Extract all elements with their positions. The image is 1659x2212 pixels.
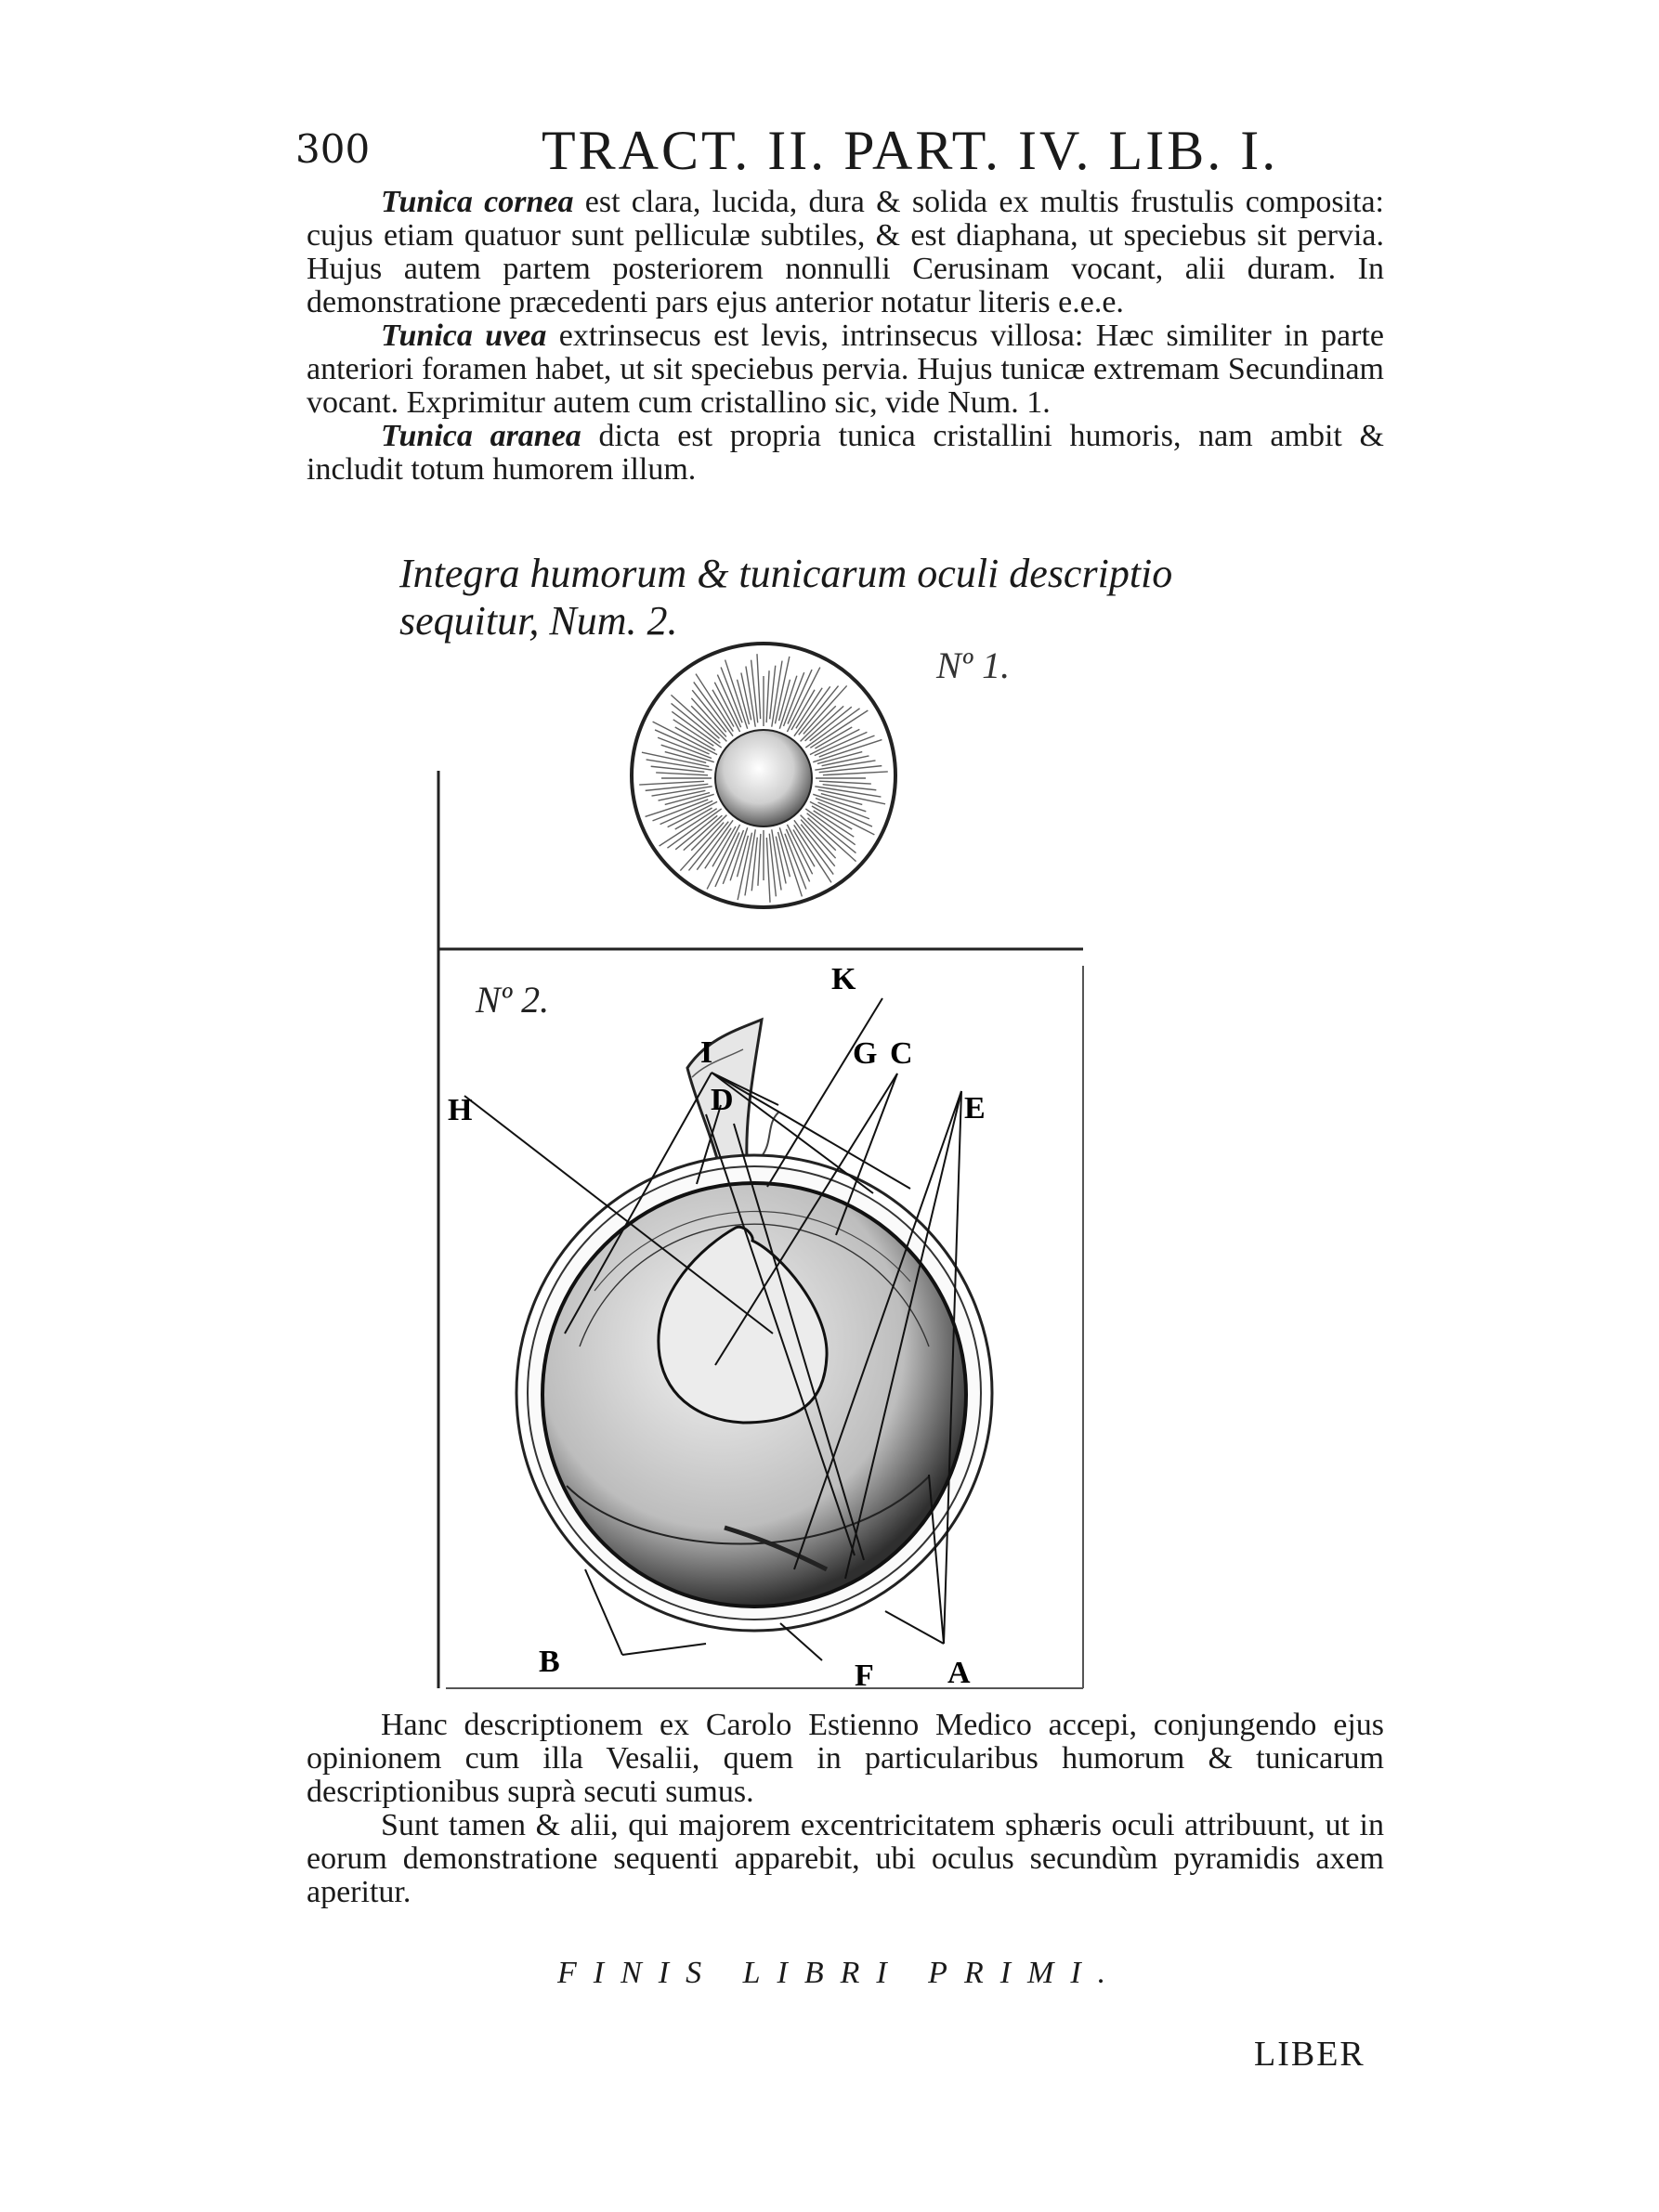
paragraph-tunica-cornea bbox=[307, 186, 1384, 319]
page-number: 300 bbox=[295, 126, 371, 172]
finis-line: FINIS LIBRI PRIMI. bbox=[557, 1956, 1123, 1990]
paragraph-tunica-uvea bbox=[307, 319, 1384, 420]
label-a: A bbox=[947, 1656, 971, 1690]
paragraph-text: extrinsecus est levis, intrinsecus villosa: Hæc similiter in parte anteriori foramen habet, ut sit speciebus pervia. Hujus tunicæ extremam Secundinam vocant. Exprimitur autem cum cristallino sic, vide Num. 1. bbox=[307, 319, 1385, 420]
paragraph-estienne: Hanc descriptionem ex Carolo Estienno Medico accepi, conjungendo ejus opinionem cum illa Vesalii, quem in particularibus humorum & tunicarum descriptionibus suprà secuti sumus. bbox=[307, 1708, 1384, 1809]
label-i: I bbox=[700, 1035, 713, 1070]
figure-no1-label: Nº 1. bbox=[936, 644, 1011, 686]
label-f: F bbox=[855, 1659, 874, 1693]
eye-engraving-figure bbox=[427, 641, 1105, 1704]
bottom-text-block bbox=[307, 1709, 1384, 1909]
paragraph-text: est clara, lucida, dura & solida ex multis frustulis composita: cujus etiam quatuor sunt pelliculæ subtiles, & est diaphana, ut speciebus sit pervia. Hujus autem partem posteriorem nonnulli Cerusinam vocant, alii duram. In demonstratione præcedenti pars ejus anterior notatur literis e.e.e. bbox=[307, 185, 1384, 319]
label-k: K bbox=[831, 962, 856, 996]
paragraph-lead: Tunica aranea bbox=[381, 419, 581, 453]
label-g: G bbox=[853, 1036, 878, 1071]
paragraph-text: dicta est propria tunica cristallini humoris, nam ambit & includit totum humorem illum. bbox=[307, 419, 1384, 487]
paragraph-lead: Tunica uvea bbox=[381, 319, 547, 353]
label-e: E bbox=[964, 1091, 986, 1126]
label-h: H bbox=[448, 1093, 473, 1127]
running-title: TRACT. II. PART. IV. LIB. I. bbox=[542, 120, 1279, 181]
figure-no2-label: Nº 2. bbox=[476, 979, 550, 1021]
label-c: C bbox=[890, 1036, 913, 1071]
paragraph-excentricity: Sunt tamen & alii, qui majorem excentricitatem sphæris oculi attribuunt, ut in eorum demonstratione sequenti apparebit, ubi oculus secundùm pyramidis axem aperitur. bbox=[307, 1808, 1384, 1909]
uvea-disc-illustration bbox=[632, 644, 895, 907]
label-b: B bbox=[539, 1645, 560, 1679]
catchword: LIBER bbox=[1254, 2035, 1365, 2074]
figure-caption: Integra humorum & tunicarum oculi descriptio sequitur, Num. 2. bbox=[399, 551, 1173, 644]
paragraph-tunica-aranea bbox=[307, 420, 1384, 487]
paragraph-lead: Tunica cornea bbox=[381, 185, 574, 219]
top-text-block bbox=[307, 186, 1384, 487]
label-d: D bbox=[711, 1083, 734, 1117]
running-head bbox=[295, 119, 1391, 184]
